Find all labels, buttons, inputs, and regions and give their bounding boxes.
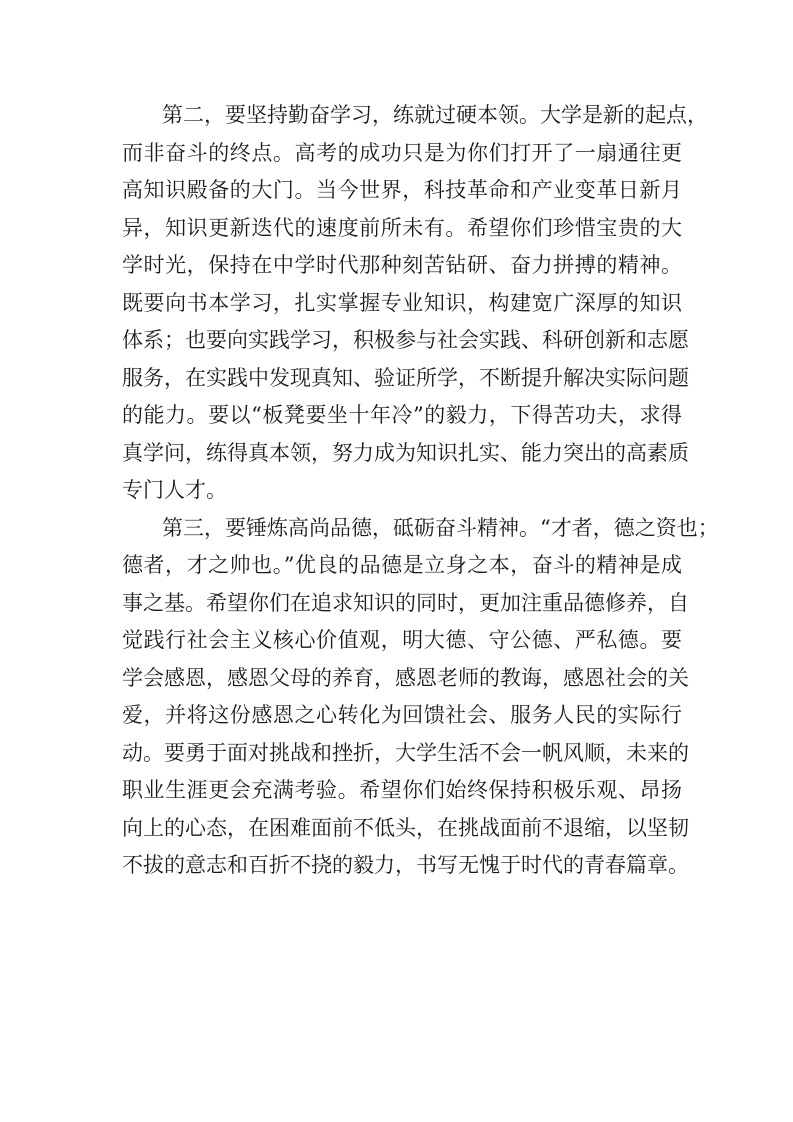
paragraph-line: 服务，在实践中发现真知、验证所学，不断提升解决实际问题: [122, 365, 689, 390]
paragraph-line: 体系；也要向实践学习，积极参与社会实践、科研创新和志愿: [122, 328, 689, 352]
paragraph-line: 事之基。希望你们在追求知识的同时，更加注重品德修养，自: [122, 590, 689, 615]
paragraph-line: 觉践行社会主义核心价值观，明大德、守公德、严私德。要: [122, 628, 682, 652]
paragraph-line: 第三，要锤炼高尚品德，砥砺奋斗精神。“才者，德之资也；: [162, 515, 719, 540]
paragraph-line: 学会感恩，感恩父母的养育，感恩老师的教诲，感恩社会的关: [122, 665, 689, 690]
paragraph-line: 既要向书本学习，扎实掌握专业知识，构建宽广深厚的知识: [122, 290, 682, 315]
paragraph-2: [122, 97, 708, 510]
paragraph-line: 职业生涯更会充满考验。希望你们始终保持积极乐观、昂扬: [122, 778, 682, 802]
paragraph-line: 真学问，练得真本领，努力成为知识扎实、能力突出的高素质: [122, 440, 689, 465]
paragraph-line: 动。要勇于面对挑战和挫折，大学生活不会一帆风顺，未来的: [122, 740, 689, 765]
paragraph-line: 异，知识更新迭代的速度前所未有。希望你们珍惜宝贵的大: [122, 215, 682, 240]
paragraph-line: 高知识殿备的大门。当今世界，科技革命和产业变革日新月: [122, 178, 682, 202]
paragraph-line: 而非奋斗的终点。高考的成功只是为你们打开了一扇通往更: [122, 140, 682, 165]
paragraph-line: 学时光，保持在中学时代那种刻苦钻研、奋力拼搏的精神。: [122, 253, 682, 277]
paragraph-line: 爱，并将这份感恩之心转化为回馈社会、服务人民的实际行: [122, 703, 682, 727]
document-body: [122, 97, 719, 885]
paragraph-line: 的能力。要以“板凳要坐十年冷”的毅力，下得苦功夫，求得: [122, 403, 682, 427]
paragraph-line: 专门人才。: [122, 478, 227, 502]
paragraph-line: 德者，才之帅也。”优良的品德是立身之本，奋斗的精神是成: [122, 553, 682, 577]
paragraph-line: 不拔的意志和百折不挠的毅力，书写无愧于时代的青春篇章。: [122, 853, 689, 877]
paragraph-3: [122, 510, 719, 885]
paragraph-line: 第二，要坚持勤奋学习，练就过硬本领。大学是新的起点，: [162, 103, 708, 127]
paragraph-line: 向上的心态，在困难面前不低头，在挑战面前不退缩，以坚韧: [122, 815, 689, 840]
